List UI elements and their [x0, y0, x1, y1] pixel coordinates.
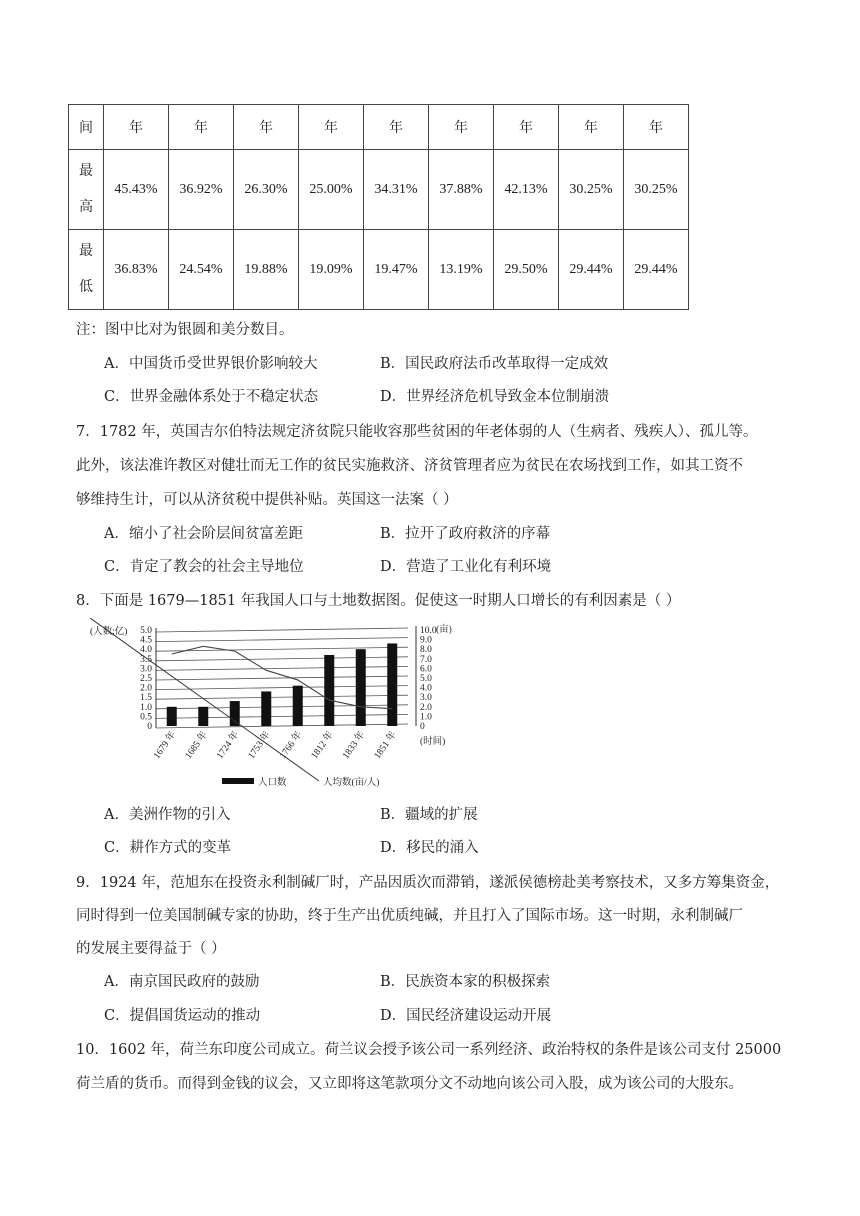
q9-stem-line: 的发展主要得益于（ ）: [76, 941, 226, 957]
table-cell: 年: [624, 105, 689, 150]
right-tick-label: 5.0: [420, 674, 432, 684]
gridline: [156, 686, 408, 690]
population-bar: [324, 655, 334, 726]
table-cell: 25.00%: [299, 150, 364, 230]
q10-stem-line: 荷兰盾的货币。而得到金钱的议会，又立即将这笔款项分文不动地向该公司入股，成为该公司的大股东。: [76, 1076, 743, 1092]
q9-stem-line: 同时得到一位美国制碱专家的协助，终于生产出优质纯碱，并且打入了国际市场。这一时期，永利制碱厂: [76, 908, 743, 924]
q9-option-b[interactable]: B．民族资本家的积极探索: [380, 974, 551, 990]
left-tick-label: 0: [147, 722, 152, 732]
q8-option-d[interactable]: D．移民的涌入: [380, 840, 479, 856]
chart-ylabel-right: (亩): [436, 625, 452, 635]
table-cell: 30.25%: [559, 150, 624, 230]
row-label: [69, 230, 104, 310]
left-tick-label: 4.0: [140, 645, 152, 656]
table-cell: 45.43%: [104, 150, 169, 230]
left-tick-label: 1.5: [140, 693, 152, 704]
row-label-char: 高: [79, 199, 93, 215]
q7-option-a[interactable]: A．缩小了社会阶层间贫富差距: [104, 526, 303, 542]
gridline: [156, 714, 408, 718]
q9-option-d[interactable]: D．国民经济建设运动开展: [380, 1008, 552, 1024]
table-cell: 34.31%: [364, 150, 429, 230]
table-cell: 年: [104, 105, 169, 150]
population-bar: [167, 707, 177, 726]
q7-stem-line: 7．1782 年，英国吉尔伯特法规定济贫院只能收容那些贫困的年老体弱的人（生病者、残疾人）、孤儿等。: [76, 424, 758, 440]
chart-xticks: [151, 728, 399, 761]
gridline: [156, 695, 408, 699]
table-cell: 36.92%: [169, 150, 234, 230]
population-bar: [293, 686, 303, 726]
x-tick-label: 1833 年: [341, 729, 368, 762]
right-tick-label: 6.0: [420, 664, 432, 675]
table-cell: 年: [429, 105, 494, 150]
q8-option-b[interactable]: B．疆域的扩展: [380, 807, 478, 823]
chart-bars: [167, 643, 398, 726]
gridline: [156, 657, 408, 661]
table-cell: 年: [169, 105, 234, 150]
chart-left-ticks: [140, 626, 152, 732]
q6-option-c[interactable]: C．世界金融体系处于不稳定状态: [104, 389, 319, 405]
table-cell: 29.44%: [559, 230, 624, 310]
right-tick-label: 10.0: [420, 626, 437, 636]
right-tick-label: 3.0: [420, 693, 432, 704]
population-bar: [230, 701, 240, 726]
table-cell: 年: [364, 105, 429, 150]
table-row: [69, 230, 689, 310]
table-row: [69, 150, 689, 230]
q8-option-c[interactable]: C．耕作方式的变革: [104, 840, 232, 856]
exchange-rate-table: [68, 104, 689, 310]
table-cell: 19.88%: [234, 230, 299, 310]
q7-stem-line: 此外，该法准许教区对健壮而无工作的贫民实施救济、济贫管理者应为贫民在农场找到工作，如其工资不: [76, 458, 743, 474]
q9-option-c[interactable]: C．提倡国货运动的推动: [104, 1008, 261, 1024]
q9-stem-line: 9．1924 年，范旭东在投资永利制碱厂时，产品因质次而滞销，遂派侯德榜赴美考察技术，又多方筹集资金，: [76, 875, 780, 891]
right-tick-label: 9.0: [420, 635, 432, 646]
q6-option-d[interactable]: D．世界经济危机导致金本位制崩溃: [380, 389, 610, 405]
x-tick-label: 1679 年: [152, 729, 179, 762]
table-cell: 年: [299, 105, 364, 150]
q6-option-b[interactable]: B．国民政府法币改革取得一定成效: [380, 356, 609, 372]
population-bar: [356, 649, 366, 726]
chart-xlabel: (时间): [420, 737, 446, 747]
x-tick-label: 1851 年: [372, 729, 399, 762]
x-tick-label: 1766 年: [278, 729, 305, 762]
x-tick-label: 1753 年: [246, 729, 273, 762]
q7-stem-line: 够维持生计，可以从济贫税中提供补贴。英国这一法案（ ）: [76, 492, 458, 508]
table-cell: 30.25%: [624, 150, 689, 230]
table-cell: 29.44%: [624, 230, 689, 310]
row-label-char: 最: [79, 243, 93, 259]
q8-stem: 8．下面是 1679—1851 年我国人口与土地数据图。促使这一时期人口增长的有利因素是（ ）: [76, 593, 681, 609]
table-cell: 13.19%: [429, 230, 494, 310]
right-tick-label: 7.0: [420, 654, 432, 665]
row-label: [69, 150, 104, 230]
left-tick-label: 5.0: [140, 626, 152, 636]
right-tick-label: 1.0: [420, 712, 432, 723]
left-tick-label: 4.5: [140, 635, 152, 646]
legend-bar-swatch: [222, 778, 254, 784]
table-cell: 37.88%: [429, 150, 494, 230]
table-cell: 26.30%: [234, 150, 299, 230]
right-tick-label: 8.0: [420, 645, 432, 656]
population-bar: [387, 643, 397, 726]
chart-ylabel-left: (人数;亿): [90, 627, 128, 637]
q6-option-a[interactable]: A．中国货币受世界银价影响较大: [104, 356, 318, 372]
left-tick-label: 3.5: [140, 654, 152, 665]
q10-stem-line: 10．1602 年，荷兰东印度公司成立。荷兰议会授予该公司一系列经济、政治特权的条件是该公司支付 25000: [76, 1042, 782, 1058]
legend-line-swatch: [90, 618, 319, 781]
legend-bar-label: 人口数: [258, 778, 287, 788]
table-cell: 19.09%: [299, 230, 364, 310]
table-cell: 年: [559, 105, 624, 150]
population-land-chart: [90, 618, 470, 794]
left-tick-label: 3.0: [140, 664, 152, 675]
gridline: [156, 676, 408, 680]
population-bar: [198, 707, 208, 726]
row-label-char: 最: [79, 163, 93, 179]
gridline: [156, 666, 408, 670]
x-tick-label: 1812 年: [309, 729, 336, 762]
table-cell: 29.50%: [494, 230, 559, 310]
gridline: [156, 647, 408, 651]
left-tick-label: 2.5: [140, 674, 152, 684]
right-tick-label: 0: [420, 722, 425, 732]
chart-right-ticks: [420, 626, 437, 732]
gridline: [156, 705, 408, 709]
table-cell: 42.13%: [494, 150, 559, 230]
row-label-char: 低: [79, 279, 93, 295]
table-cell: 年: [234, 105, 299, 150]
legend-line-label: 人均数(亩/人): [323, 778, 380, 788]
table-cell: 36.83%: [104, 230, 169, 310]
gridline: [156, 724, 408, 728]
x-tick-label: 1685 年: [183, 729, 210, 762]
left-tick-label: 0.5: [140, 712, 152, 723]
q7-option-b[interactable]: B．拉开了政府救济的序幕: [380, 526, 551, 542]
table-cell: 19.47%: [364, 230, 429, 310]
q7-option-d[interactable]: D．营造了工业化有利环境: [380, 559, 552, 575]
x-tick-label: 1724 年: [215, 729, 242, 762]
left-tick-label: 2.0: [140, 683, 152, 694]
chart-grid: [156, 626, 416, 728]
population-bar: [261, 691, 271, 726]
table-note: 注：图中比对为银圆和美分数目。: [76, 322, 294, 338]
q9-option-a[interactable]: A．南京国民政府的鼓励: [104, 974, 260, 990]
q7-option-c[interactable]: C．肯定了教会的社会主导地位: [104, 559, 304, 575]
q8-option-a[interactable]: A．美洲作物的引入: [104, 807, 231, 823]
table-cell: 间: [69, 105, 104, 150]
gridline: [156, 638, 408, 642]
gridline: [156, 628, 408, 632]
left-tick-label: 1.0: [140, 702, 152, 713]
table-cell: 年: [494, 105, 559, 150]
right-tick-label: 4.0: [420, 683, 432, 694]
table-header-row: [69, 105, 689, 150]
right-tick-label: 2.0: [420, 702, 432, 713]
table-cell: 24.54%: [169, 230, 234, 310]
